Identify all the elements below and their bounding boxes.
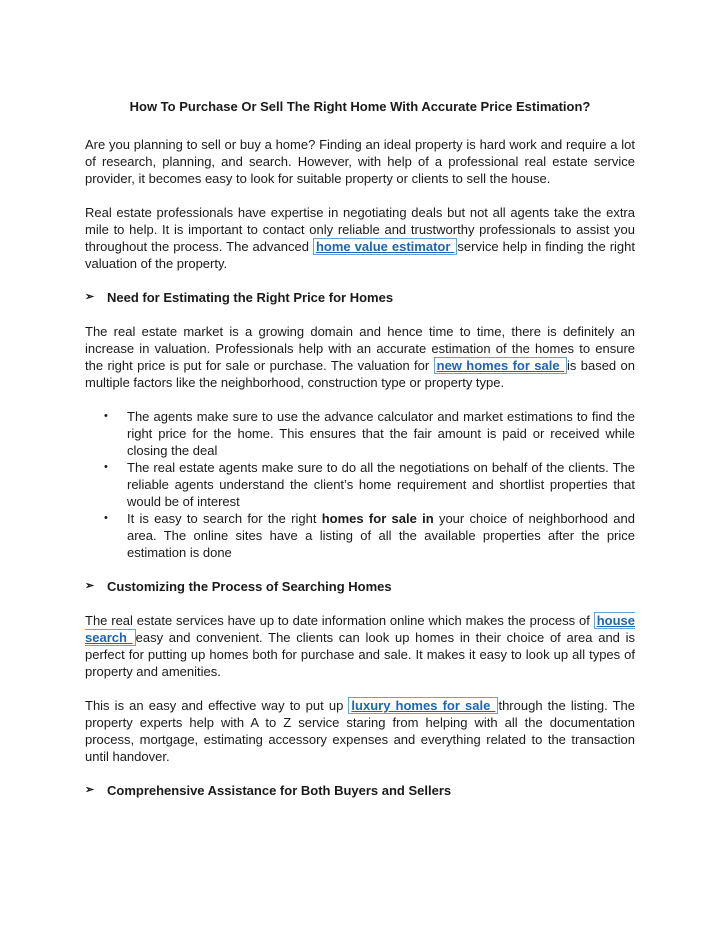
text-segment: is based on multiple factors like the neighborhood, construction type or property type. bbox=[85, 358, 635, 390]
section-heading-customizing bbox=[85, 578, 635, 595]
paragraph-luxury bbox=[85, 697, 635, 765]
paragraph-market bbox=[85, 323, 635, 391]
link-house-search[interactable]: house search bbox=[85, 613, 635, 645]
section-heading-text: Comprehensive Assistance for Both Buyers and Sellers bbox=[107, 783, 452, 798]
bullet-list bbox=[85, 408, 635, 561]
section-heading-text: Need for Estimating the Right Price for Homes bbox=[107, 290, 394, 305]
list-item bbox=[85, 510, 635, 561]
list-item-text: The agents make sure to use the advance calculator and market estimations to find the right price for the home. This ensures that the fair amount is paid or received while closing the deal bbox=[127, 409, 635, 458]
text-segment: through the listing. The property experts help with A to Z service staring from helping with all the documentation process, mortgage, estimating accessory expenses and everything related to the transaction until handover. bbox=[85, 698, 635, 764]
arrow-bullet-icon: ➢ bbox=[85, 580, 95, 592]
text-segment: The real estate services have up to date information online which makes the process of bbox=[85, 613, 594, 628]
text-segment: The real estate market is a growing domain and hence time to time, there is definitely an increase in valuation. Professionals help with an accurate estimation of the homes to ensure the right price is put for sale or purchase. The valuation for bbox=[85, 324, 635, 373]
arrow-bullet-icon: ➢ bbox=[85, 784, 95, 796]
document-page bbox=[85, 98, 635, 816]
text-segment: Real estate professionals have expertise in negotiating deals but not all agents take the extra mile to help. It is important to contact only reliable and trustworthy professionals to assist you throughout the process. The advanced bbox=[85, 205, 635, 254]
section-heading-text: Customizing the Process of Searching Homes bbox=[107, 579, 392, 594]
text-segment: This is an easy and effective way to put up bbox=[85, 698, 349, 713]
link-new-homes-for-sale[interactable]: new homes for sale bbox=[434, 357, 567, 374]
paragraph-professionals bbox=[85, 204, 635, 272]
paragraph-intro: Are you planning to sell or buy a home? Finding an ideal property is hard work and require a lot of research, planning, and search. However, with help of a professional real estate service provider, it becomes easy to look for suitable property or clients to sell the house. bbox=[85, 137, 635, 186]
paragraph-online-info bbox=[85, 612, 635, 680]
list-item-text: The real estate agents make sure to do all the negotiations on behalf of the clients. The reliable agents understand the client’s home requirement and shortlist properties that would be of interest bbox=[127, 460, 635, 509]
list-item bbox=[85, 408, 635, 459]
section-heading-assistance bbox=[85, 782, 635, 799]
bullet-dot-icon: • bbox=[104, 512, 108, 524]
bullet-dot-icon: • bbox=[104, 410, 108, 422]
section-heading-estimating bbox=[85, 289, 635, 306]
list-item-text: It is easy to search for the right bbox=[127, 511, 322, 526]
arrow-bullet-icon: ➢ bbox=[85, 291, 95, 303]
list-item bbox=[85, 459, 635, 510]
link-luxury-homes-for-sale[interactable]: luxury homes for sale bbox=[348, 697, 498, 714]
document-title: How To Purchase Or Sell The Right Home With Accurate Price Estimation? bbox=[129, 99, 591, 114]
text-segment: easy and convenient. The clients can look up homes in their choice of area and is perfect for putting up homes both for purchase and sale. It makes it easy to look up all types of property and amenities. bbox=[85, 630, 635, 679]
list-item-text: your choice of neighborhood and area. The online sites have a listing of all the available properties after the price estimation is done bbox=[127, 511, 636, 560]
link-home-value-estimator[interactable]: home value estimator bbox=[313, 238, 457, 255]
bullet-dot-icon: • bbox=[104, 461, 108, 473]
bold-keyword: homes for sale in bbox=[321, 511, 434, 526]
text-segment: service help in finding the right valuation of the property. bbox=[85, 239, 635, 271]
